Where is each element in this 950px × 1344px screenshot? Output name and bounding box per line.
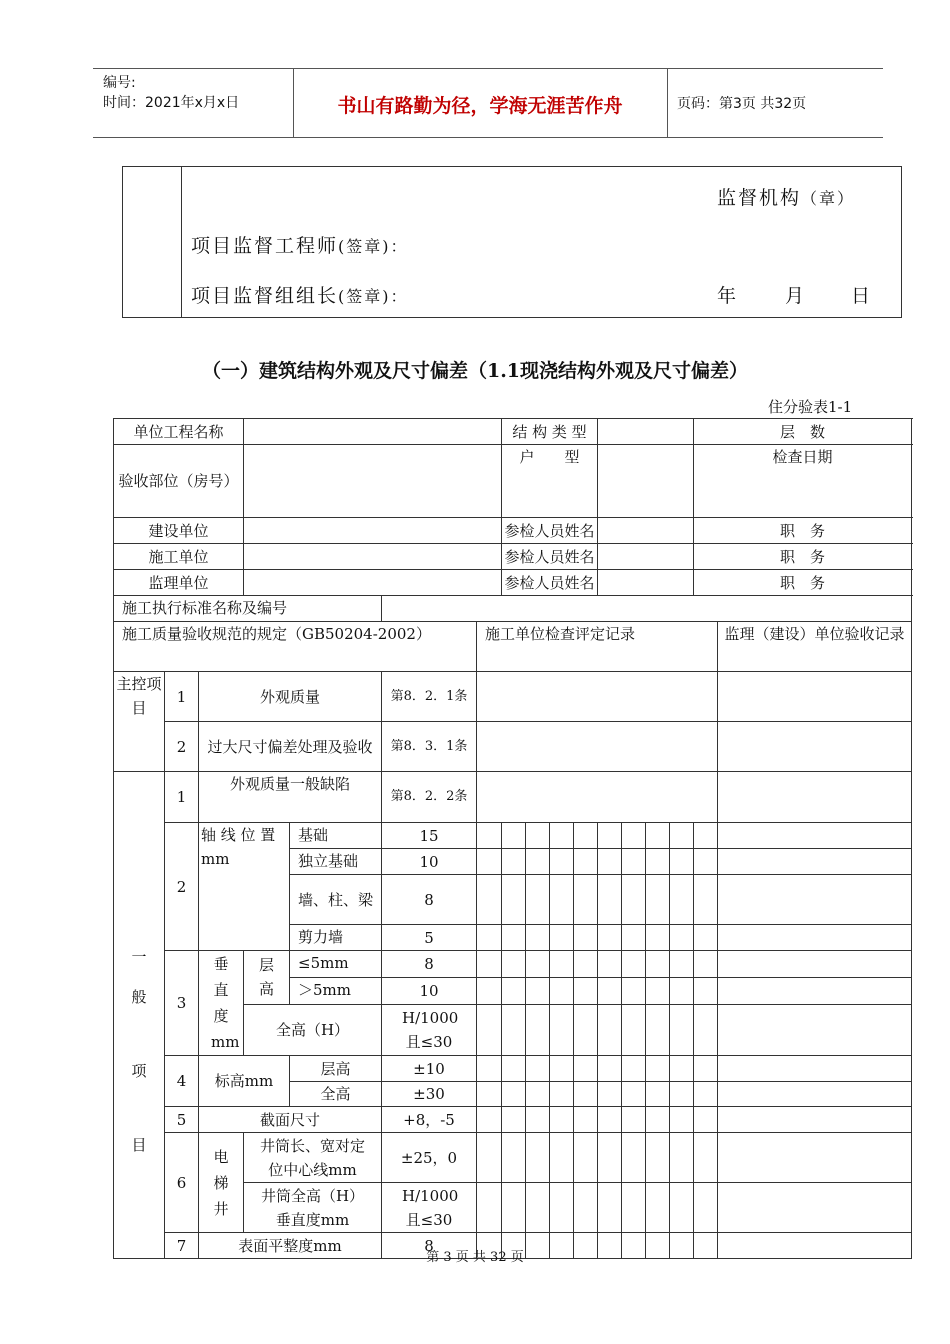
sub-item: 基础 [290,823,382,849]
general-label-char: 目 [131,1136,147,1154]
struct-type-value [598,419,694,445]
measure-cell [694,951,718,978]
measure-cell [550,1133,574,1183]
position-label: 职 务 [694,518,912,544]
tolerance: H/1000且≤30 [382,1183,477,1233]
measure-cell [526,1056,550,1082]
measure-cell [598,849,622,875]
measure-cell [646,951,670,978]
measure-cell [646,1133,670,1183]
self-check-cell [477,722,718,772]
measure-cell [550,1082,574,1107]
measure-cell [646,823,670,849]
measure-cell [646,925,670,951]
measure-cell [670,823,694,849]
measure-cell [622,925,646,951]
measure-cell [574,977,598,1004]
measure-cell [574,1004,598,1056]
sup-record-cell [718,977,912,1004]
tolerance: 8 [382,951,477,978]
table-row [114,1133,912,1183]
table-row [114,1107,912,1133]
inspector-label: 参检人员姓名 [502,570,598,596]
measure-cell [502,925,526,951]
measure-cell [694,977,718,1004]
measure-cell [646,849,670,875]
measure-cell [477,875,502,925]
agency-label: 监督机构 [717,187,802,209]
measure-cell [502,1183,526,1233]
floor-height-label: 层高 [244,951,290,1005]
table-row [114,823,912,849]
check-date-label: 检查日期 [694,445,912,518]
measure-cell [477,849,502,875]
struct-type-label: 结 构 类 型 [502,419,598,445]
unit-name-value [244,419,502,445]
sub-item: 井筒全高（H）垂直度mm [244,1183,382,1233]
sub-item: ＞5mm [290,977,382,1004]
measure-cell [670,977,694,1004]
measure-cell [502,977,526,1004]
measure-cell [502,823,526,849]
agency-stamp: （章） [801,189,856,208]
sup-record-cell [718,875,912,925]
inspector-value [598,570,694,596]
sup-record-label: 监理（建设）单位验收记录 [718,622,912,672]
measure-cell [502,951,526,978]
measure-cell [502,1107,526,1133]
item-no: 5 [165,1107,199,1133]
measure-cell [622,875,646,925]
measure-cell [646,875,670,925]
position-label: 职 务 [694,570,912,596]
table-number: 住分验表1-1 [768,398,853,416]
measure-cell [526,925,550,951]
measure-cell [598,1133,622,1183]
tolerance: ±10 [382,1056,477,1082]
measure-cell [694,1056,718,1082]
item-name: 外观质量 [199,672,382,722]
measure-cell [646,1082,670,1107]
measure-cell [694,925,718,951]
general-label-char: 般 [131,988,147,1006]
table-row [114,445,912,518]
inspector-value [598,544,694,570]
leader-label: 项目监督组组长 [191,285,339,307]
part-label: 验收部位（房号） [114,445,244,518]
measure-cell [670,1133,694,1183]
measure-cell [550,951,574,978]
item-clause: 第8．3．1条 [382,722,477,772]
main-control-label: 主控项目 [114,672,165,772]
measure-cell [622,1056,646,1082]
month-label: 月 [785,285,807,307]
measure-cell [598,1183,622,1233]
item-no: 1 [165,772,199,823]
builder-value [244,518,502,544]
measure-cell [502,875,526,925]
table-row [114,772,912,823]
signature-box [122,166,902,318]
table-row [114,419,912,445]
tolerance: 5 [382,925,477,951]
measure-cell [574,1056,598,1082]
measure-cell [526,977,550,1004]
standard-value [382,596,912,622]
sup-record-cell [718,849,912,875]
measure-cell [598,951,622,978]
sup-record-cell [718,951,912,978]
year-label: 年 [717,285,739,307]
floors-label: 层 数 [694,419,912,445]
measure-cell [622,1183,646,1233]
measure-cell [694,1107,718,1133]
item-no: 4 [165,1056,199,1107]
tolerance: +8，-5 [382,1107,477,1133]
general-label [114,772,165,1259]
measure-cell [574,951,598,978]
table-row [114,544,912,570]
item-name: 外观质量一般缺陷 [199,772,382,823]
item-name: 标高mm [199,1056,290,1107]
contractor-label: 施工单位 [114,544,244,570]
measure-cell [526,1004,550,1056]
measure-cell [622,1004,646,1056]
measure-cell [550,823,574,849]
engineer-line [191,231,409,258]
measure-cell [622,1082,646,1107]
measure-cell [477,1107,502,1133]
measure-cell [574,1183,598,1233]
measure-cell [694,1183,718,1233]
table-row [114,570,912,596]
measure-cell [574,1133,598,1183]
measure-cell [622,1107,646,1133]
item-name: 电梯井 [199,1133,244,1233]
sup-record-cell [718,1183,912,1233]
table-row [114,951,912,978]
item-no: 3 [165,951,199,1056]
measure-cell [526,1183,550,1233]
item-clause: 第8．2．1条 [382,672,477,722]
code-label: 编号: [103,75,136,91]
item-no: 6 [165,1133,199,1233]
sup-record-cell [718,1056,912,1082]
measure-cell [670,951,694,978]
header-motto: 书山有路勤为径，学海无涯苦作舟 [337,95,623,117]
table-row [114,622,912,672]
sub-item: 全高（H） [244,1004,382,1056]
general-label-char: 一 [131,948,147,966]
measure-cell [574,925,598,951]
measure-cell [670,849,694,875]
sup-record-cell [718,722,912,772]
measure-cell [502,1082,526,1107]
measure-cell [526,1133,550,1183]
measure-cell [670,1056,694,1082]
measure-cell [670,925,694,951]
measure-cell [598,875,622,925]
page-title: （一）建筑结构外观及尺寸偏差（1.1现浇结构外观及尺寸偏差） [201,360,749,382]
measure-cell [477,823,502,849]
measure-cell [646,977,670,1004]
builder-label: 建设单位 [114,518,244,544]
measure-cell [670,1004,694,1056]
measure-cell [598,977,622,1004]
sub-item: 井筒长、宽对定位中心线mm [244,1133,382,1183]
item-name: 轴 线 位 置 mm [199,823,290,951]
measure-cell [598,925,622,951]
measure-cell [670,1082,694,1107]
inspector-label: 参检人员姓名 [502,544,598,570]
sub-item: 层高 [290,1056,382,1082]
measure-cell [694,1082,718,1107]
header-page-label: 页码：第3页 共32页 [677,96,807,112]
measure-cell [477,977,502,1004]
measure-cell [526,1107,550,1133]
inspector-value [598,518,694,544]
sup-record-cell [718,772,912,823]
self-check-cell [477,672,718,722]
measure-cell [622,823,646,849]
part-value [244,445,502,518]
tolerance: ±25，0 [382,1133,477,1183]
measure-cell [694,1133,718,1183]
measure-cell [598,1056,622,1082]
measure-cell [694,823,718,849]
supervisor-value [244,570,502,596]
page-header [93,68,883,138]
measure-cell [670,875,694,925]
measure-cell [646,1004,670,1056]
leader-sign: (签章)： [338,287,409,306]
table-row [114,596,912,622]
measure-cell [477,1082,502,1107]
measure-cell [526,823,550,849]
measure-cell [477,1056,502,1082]
general-label-char: 项 [131,1062,147,1080]
measure-cell [550,875,574,925]
measure-cell [622,849,646,875]
measure-cell [526,875,550,925]
measure-cell [574,849,598,875]
sup-record-cell [718,1107,912,1133]
standard-label: 施工执行标准名称及编号 [114,596,382,622]
inspector-label: 参检人员姓名 [502,518,598,544]
measure-cell [694,875,718,925]
measure-cell [694,849,718,875]
item-name: 垂直度mm [199,951,244,1056]
contractor-value [244,544,502,570]
tolerance: 10 [382,849,477,875]
measure-cell [526,951,550,978]
measure-cell [574,1107,598,1133]
sup-record-cell [718,823,912,849]
item-no: 2 [165,722,199,772]
header-divider [667,69,668,137]
measure-cell [477,951,502,978]
unit-name-label: 单位工程名称 [114,419,244,445]
measure-cell [598,1004,622,1056]
measure-cell [502,849,526,875]
measure-cell [646,1183,670,1233]
day-label: 日 [851,285,873,307]
table-row [114,1056,912,1082]
measure-cell [598,1082,622,1107]
item-name: 表面平整度mm [199,1233,382,1259]
time-label: 时间：2021年x月x日 [103,95,240,111]
item-no: 7 [165,1233,199,1259]
table-row [114,722,912,772]
tolerance: 8 [382,1233,477,1259]
inspection-table [113,418,912,1259]
tolerance: H/1000且≤30 [382,1004,477,1056]
tolerance: 15 [382,823,477,849]
engineer-label: 项目监督工程师 [191,235,339,257]
measure-cell [502,1133,526,1183]
leader-line [191,281,409,308]
measure-cell [550,925,574,951]
sub-item: ≤5mm [290,951,382,978]
signature-divider [181,167,182,317]
measure-cell [574,875,598,925]
sub-item: 剪力墙 [290,925,382,951]
measure-cell [550,849,574,875]
measure-cell [646,1107,670,1133]
table-row [114,518,912,544]
measure-cell [477,1133,502,1183]
engineer-sign: (签章)： [338,237,409,256]
sup-record-cell [718,1082,912,1107]
measure-cell [574,823,598,849]
self-check-label: 施工单位检查评定记录 [477,622,718,672]
sup-record-cell [718,1004,912,1056]
item-clause: 第8．2．2条 [382,772,477,823]
measure-cell [550,1107,574,1133]
measure-cell [598,823,622,849]
table-row [114,672,912,722]
page-footer: 第 3 页 共 32 页 [426,1250,524,1265]
measure-cell [477,925,502,951]
sup-record-cell [718,672,912,722]
measure-cell [477,1183,502,1233]
measure-cell [622,977,646,1004]
sub-item: 墙、柱、梁 [290,875,382,925]
measure-cell [622,951,646,978]
house-type-label: 户 型 [502,445,598,518]
measure-cell [694,1004,718,1056]
item-no: 2 [165,823,199,951]
measure-cell [670,1107,694,1133]
measure-cell [502,1056,526,1082]
sub-item: 全高 [290,1082,382,1107]
supervisor-label: 监理单位 [114,570,244,596]
tolerance: 10 [382,977,477,1004]
measure-cell [622,1133,646,1183]
sup-record-cell [718,925,912,951]
measure-cell [550,1004,574,1056]
item-no: 1 [165,672,199,722]
measure-cell [550,1056,574,1082]
measure-cell [550,977,574,1004]
measure-cell [526,849,550,875]
tolerance: ±30 [382,1082,477,1107]
item-name: 过大尺寸偏差处理及验收 [199,722,382,772]
header-meta [103,73,239,113]
measure-cell [598,1107,622,1133]
item-name: 截面尺寸 [199,1107,382,1133]
sup-record-cell [718,1133,912,1183]
measure-cell [526,1082,550,1107]
position-label: 职 务 [694,544,912,570]
house-type-value [598,445,694,518]
measure-cell [646,1056,670,1082]
measure-cell [502,1004,526,1056]
spec-label: 施工质量验收规范的规定（GB50204-2002） [114,622,477,672]
sub-item: 独立基础 [290,849,382,875]
measure-cell [574,1082,598,1107]
measure-cell [670,1183,694,1233]
measure-cell [477,1004,502,1056]
tolerance: 8 [382,875,477,925]
agency-line [717,183,855,210]
self-check-cell [477,772,718,823]
measure-cell [550,1183,574,1233]
